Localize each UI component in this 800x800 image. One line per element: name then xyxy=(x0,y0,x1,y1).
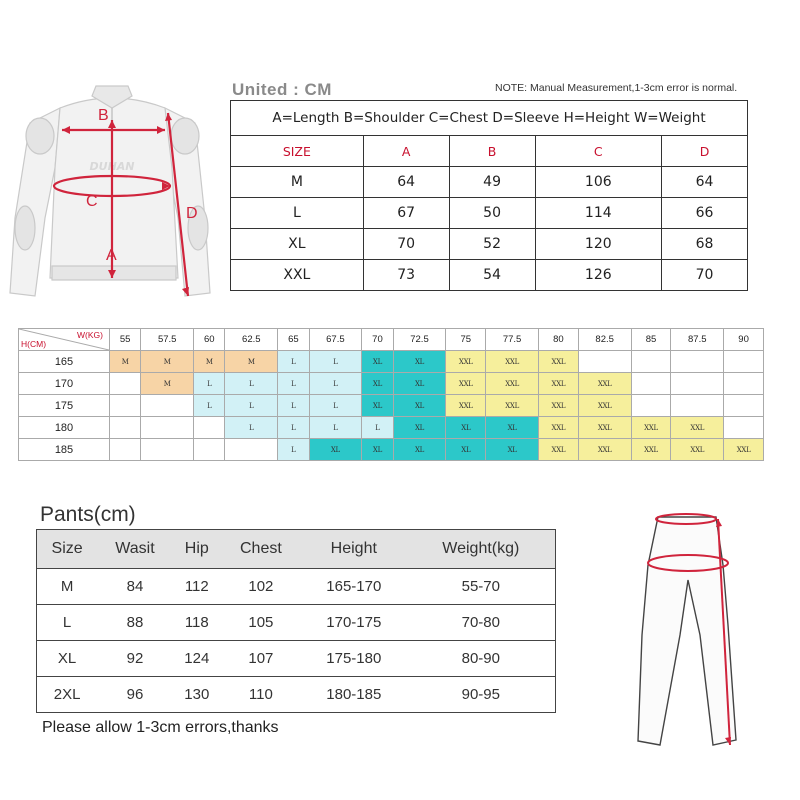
size-cell: XXL xyxy=(538,439,578,461)
jacket-table-row xyxy=(231,198,748,229)
size-cell: L xyxy=(309,395,362,417)
size-cell: XXL xyxy=(724,439,764,461)
size-cell xyxy=(671,373,724,395)
size-grid-body xyxy=(19,351,764,461)
measurement-legend: A=Length B=Shoulder C=Chest D=Sleeve H=Height W=Weight xyxy=(231,101,748,136)
weight-header-cell: 60 xyxy=(194,329,225,351)
jacket-table-cell: 64 xyxy=(363,167,449,198)
grid-corner-cell xyxy=(19,329,110,351)
pants-table-cell: 107 xyxy=(221,641,301,677)
pants-table-cell: 55-70 xyxy=(407,569,556,605)
size-cell xyxy=(141,439,194,461)
pants-table-cell: 102 xyxy=(221,569,301,605)
pants-table-cell: 96 xyxy=(97,677,173,713)
jacket-table-cell: XL xyxy=(231,229,364,260)
pants-table-cell: 130 xyxy=(173,677,221,713)
size-cell xyxy=(578,351,631,373)
size-cell: M xyxy=(141,351,194,373)
weight-header-cell: 70 xyxy=(362,329,393,351)
size-cell: XXL xyxy=(578,395,631,417)
label-c: C xyxy=(86,193,98,210)
size-cell xyxy=(110,439,141,461)
height-axis-label: H(CM) xyxy=(21,339,47,349)
pants-table-cell: 165-170 xyxy=(301,569,407,605)
pants-table-cell: XL xyxy=(37,641,98,677)
height-header-cell: 185 xyxy=(19,439,110,461)
jacket-size-table xyxy=(230,100,748,291)
size-cell xyxy=(724,373,764,395)
size-cell: XXL xyxy=(538,373,578,395)
pants-table-row xyxy=(37,641,556,677)
height-row xyxy=(19,395,764,417)
size-cell: M xyxy=(141,373,194,395)
pants-header-cell: Wasit xyxy=(97,530,173,569)
jacket-header-cell: A xyxy=(363,136,449,167)
jacket-table-cell: 106 xyxy=(535,167,662,198)
size-cell xyxy=(110,373,141,395)
height-row xyxy=(19,351,764,373)
size-cell: XL xyxy=(362,373,393,395)
size-cell xyxy=(631,351,671,373)
size-cell: M xyxy=(110,351,141,373)
jacket-table-body xyxy=(231,167,748,291)
size-cell: XL xyxy=(486,439,539,461)
jacket-table-cell: 73 xyxy=(363,260,449,291)
pants-size-table xyxy=(36,529,556,713)
unit-label: United : CM xyxy=(232,80,332,99)
pants-measurement-diagram xyxy=(618,505,743,755)
size-cell: L xyxy=(194,373,225,395)
size-cell: XXL xyxy=(486,351,539,373)
size-cell: L xyxy=(278,373,309,395)
height-header-cell: 170 xyxy=(19,373,110,395)
size-cell: L xyxy=(309,351,362,373)
pants-table-cell: 175-180 xyxy=(301,641,407,677)
size-cell xyxy=(671,395,724,417)
pants-table-cell: 105 xyxy=(221,605,301,641)
size-cell: L xyxy=(194,395,225,417)
size-cell: XL xyxy=(309,439,362,461)
weight-header-cell: 57.5 xyxy=(141,329,194,351)
size-cell: XXL xyxy=(631,439,671,461)
pants-table-cell: 170-175 xyxy=(301,605,407,641)
pants-table-row xyxy=(37,605,556,641)
size-cell: L xyxy=(225,395,278,417)
jacket-table-cell: 49 xyxy=(449,167,535,198)
height-header-cell: 175 xyxy=(19,395,110,417)
label-d: D xyxy=(186,205,198,222)
label-b: B xyxy=(98,107,109,124)
jacket-table-row xyxy=(231,229,748,260)
weight-header-cell: 55 xyxy=(110,329,141,351)
jacket-table-cell: 126 xyxy=(535,260,662,291)
height-row xyxy=(19,417,764,439)
size-cell: XXL xyxy=(538,417,578,439)
size-cell xyxy=(141,417,194,439)
pants-title: Pants(cm) xyxy=(40,503,136,526)
size-cell: L xyxy=(309,417,362,439)
size-cell xyxy=(194,417,225,439)
pants-table-header xyxy=(37,530,556,569)
jacket-measurement-diagram xyxy=(0,78,225,318)
size-cell: XL xyxy=(393,373,446,395)
weight-header-cell: 62.5 xyxy=(225,329,278,351)
pants-table-cell: 70-80 xyxy=(407,605,556,641)
size-cell: L xyxy=(225,373,278,395)
size-cell xyxy=(110,395,141,417)
size-cell xyxy=(724,395,764,417)
size-cell: L xyxy=(278,439,309,461)
size-cell: L xyxy=(278,395,309,417)
size-cell: XL xyxy=(393,395,446,417)
pants-header-cell: Size xyxy=(37,530,98,569)
weight-axis-label: W(KG) xyxy=(77,330,103,340)
size-cell: XXL xyxy=(538,395,578,417)
jacket-table-cell: 66 xyxy=(662,198,748,229)
size-cell: XXL xyxy=(578,417,631,439)
jacket-table-row xyxy=(231,167,748,198)
size-cell: XL xyxy=(393,439,446,461)
weight-header-cell: 72.5 xyxy=(393,329,446,351)
size-cell: XXL xyxy=(446,395,486,417)
jacket-table-cell: 114 xyxy=(535,198,662,229)
size-cell xyxy=(194,439,225,461)
jacket-table-cell: 70 xyxy=(363,229,449,260)
size-cell: L xyxy=(309,373,362,395)
size-cell: L xyxy=(362,417,393,439)
size-cell: XL xyxy=(393,351,446,373)
size-cell: L xyxy=(278,351,309,373)
weight-header-cell: 90 xyxy=(724,329,764,351)
size-cell xyxy=(671,351,724,373)
weight-header-cell: 77.5 xyxy=(486,329,539,351)
pants-table-cell: 110 xyxy=(221,677,301,713)
weight-header-cell: 67.5 xyxy=(309,329,362,351)
size-cell: XL xyxy=(362,439,393,461)
size-cell: XXL xyxy=(671,439,724,461)
pants-table-row xyxy=(37,677,556,713)
size-cell: XL xyxy=(393,417,446,439)
brand-logo: DUHAN xyxy=(89,160,135,173)
weight-header-cell: 75 xyxy=(446,329,486,351)
size-cell: M xyxy=(225,351,278,373)
jacket-table-cell: 52 xyxy=(449,229,535,260)
size-cell: XXL xyxy=(578,373,631,395)
pants-table-cell: 118 xyxy=(173,605,221,641)
size-cell: XXL xyxy=(671,417,724,439)
pants-table-cell: L xyxy=(37,605,98,641)
pants-header-cell: Height xyxy=(301,530,407,569)
jacket-header-cell: B xyxy=(449,136,535,167)
weight-header-cell: 87.5 xyxy=(671,329,724,351)
pants-table-cell: 92 xyxy=(97,641,173,677)
jacket-table-cell: 120 xyxy=(535,229,662,260)
pants-table-cell: 80-90 xyxy=(407,641,556,677)
jacket-table-cell: 54 xyxy=(449,260,535,291)
size-cell xyxy=(110,417,141,439)
jacket-table-cell: XXL xyxy=(231,260,364,291)
pants-header-cell: Chest xyxy=(221,530,301,569)
pants-table-cell: 2XL xyxy=(37,677,98,713)
pants-table-cell: 90-95 xyxy=(407,677,556,713)
weight-header-cell: 82.5 xyxy=(578,329,631,351)
jacket-table-cell: 68 xyxy=(662,229,748,260)
size-cell xyxy=(141,395,194,417)
jacket-table-cell: M xyxy=(231,167,364,198)
jacket-header-cell: C xyxy=(535,136,662,167)
jacket-header-cell: D xyxy=(662,136,748,167)
height-header-cell: 165 xyxy=(19,351,110,373)
size-cell: XXL xyxy=(446,373,486,395)
size-cell: XXL xyxy=(631,417,671,439)
jacket-header-cell: SIZE xyxy=(231,136,364,167)
height-header-cell: 180 xyxy=(19,417,110,439)
pants-table-cell: 84 xyxy=(97,569,173,605)
size-cell: XL xyxy=(486,417,539,439)
size-cell: L xyxy=(225,417,278,439)
size-cell: XL xyxy=(446,439,486,461)
error-note: Please allow 1-3cm errors,thanks xyxy=(42,719,279,736)
label-a: A xyxy=(106,247,117,264)
size-recommendation-grid xyxy=(18,328,764,461)
height-row xyxy=(19,373,764,395)
pants-header-cell: Weight(kg) xyxy=(407,530,556,569)
size-cell xyxy=(225,439,278,461)
jacket-table-row xyxy=(231,260,748,291)
weight-header-cell: 85 xyxy=(631,329,671,351)
jacket-table-cell: L xyxy=(231,198,364,229)
weight-header-cell: 65 xyxy=(278,329,309,351)
size-cell: XXL xyxy=(578,439,631,461)
pants-table-cell: 88 xyxy=(97,605,173,641)
size-cell: XXL xyxy=(486,373,539,395)
pants-table-cell: M xyxy=(37,569,98,605)
size-cell: XL xyxy=(362,395,393,417)
height-row xyxy=(19,439,764,461)
jacket-table-cell: 67 xyxy=(363,198,449,229)
jacket-table-cell: 50 xyxy=(449,198,535,229)
size-cell: L xyxy=(278,417,309,439)
jacket-table-cell: 70 xyxy=(662,260,748,291)
size-cell: XL xyxy=(362,351,393,373)
weight-header-cell: 80 xyxy=(538,329,578,351)
size-cell: XXL xyxy=(486,395,539,417)
size-cell: XL xyxy=(446,417,486,439)
measurement-note: NOTE: Manual Measurement,1-3cm error is normal. xyxy=(495,82,738,94)
pants-table-row xyxy=(37,569,556,605)
jacket-table-cell: 64 xyxy=(662,167,748,198)
pants-table-cell: 112 xyxy=(173,569,221,605)
size-cell xyxy=(631,395,671,417)
pants-table-cell: 180-185 xyxy=(301,677,407,713)
weight-header-row xyxy=(19,329,764,351)
jacket-table-header xyxy=(231,136,748,167)
size-cell xyxy=(631,373,671,395)
pants-table-cell: 124 xyxy=(173,641,221,677)
size-cell: M xyxy=(194,351,225,373)
pants-table-body xyxy=(37,569,556,713)
pants-header-cell: Hip xyxy=(173,530,221,569)
size-cell: XXL xyxy=(538,351,578,373)
size-cell: XXL xyxy=(446,351,486,373)
size-cell xyxy=(724,351,764,373)
size-cell xyxy=(724,417,764,439)
